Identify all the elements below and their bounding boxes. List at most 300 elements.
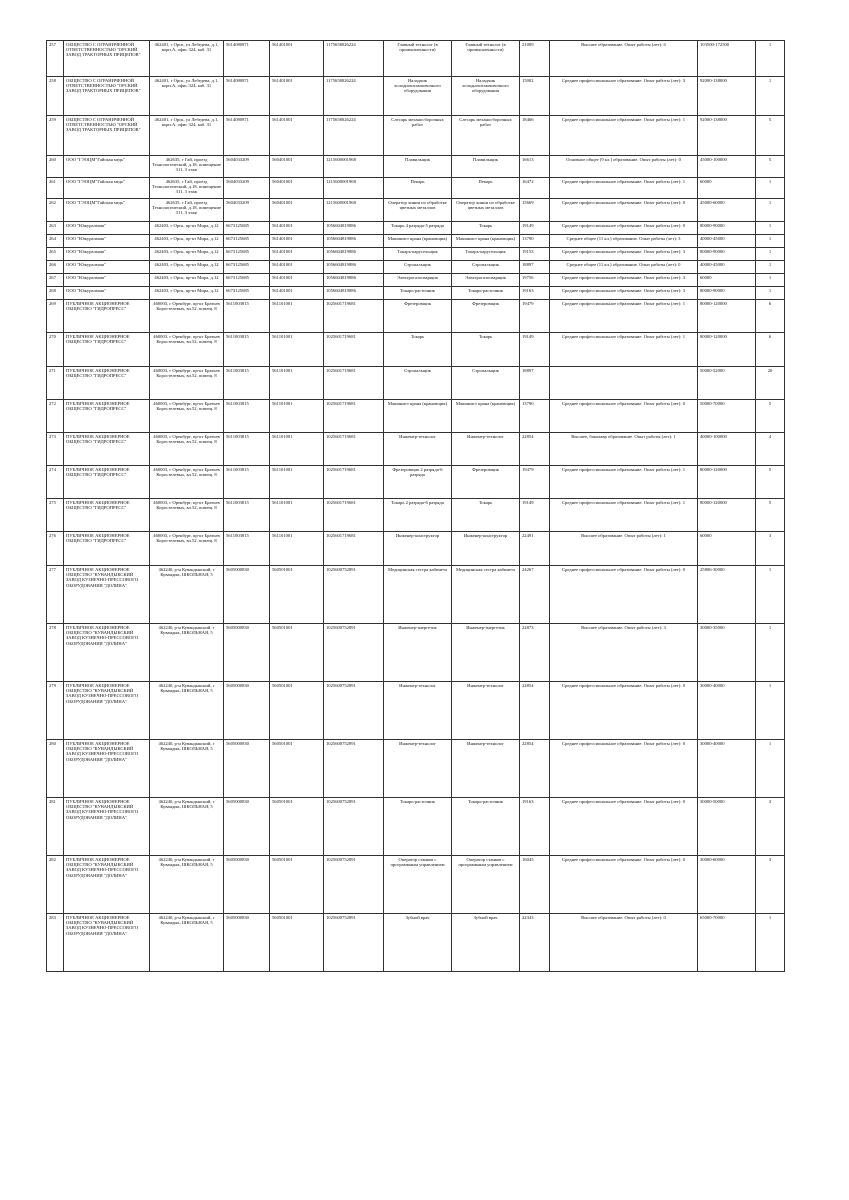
table-row	[47, 466, 785, 499]
employer-address: 462240, р-н Кувандыкский, г Кувандык, ШКОЛЬНАЯ, 5	[150, 856, 224, 914]
kpp-code: 560501001	[270, 856, 324, 914]
position-title: Инженер-энергетик	[384, 624, 452, 682]
table-row	[47, 261, 785, 274]
profession-title: Токарь	[452, 499, 520, 532]
profession-code: 22491	[520, 532, 550, 566]
employer-name: ПУБЛИЧНОЕ АКЦИОНЕРНОЕ ОБЩЕСТВО "ГИДРОПРЕСС"	[64, 499, 150, 532]
position-title: Оператор станков с программным управлением	[384, 856, 452, 914]
kpp-code: 561401001	[270, 222, 324, 235]
kpp-code: 561401001	[270, 248, 324, 261]
vacancy-count: 5	[756, 466, 785, 499]
ogrn-code: 1025600752891	[324, 566, 384, 624]
requirements: Среднее профессиональное образование. Опыт работы (лет): 3	[550, 77, 698, 116]
row-number: 262	[47, 199, 64, 222]
row-number: 268	[47, 287, 64, 300]
requirements: Среднее профессиональное образование. Опыт работы (лет): 1	[550, 499, 698, 532]
employer-name: ПУБЛИЧНОЕ АКЦИОНЕРНОЕ ОБЩЕСТВО "ГИДРОПРЕСС"	[64, 400, 150, 433]
vacancy-count: 1	[756, 235, 785, 248]
ogrn-code: 1025600752891	[324, 624, 384, 682]
profession-title: Пекарь	[452, 178, 520, 199]
kpp-code: 561401001	[270, 287, 324, 300]
position-title: Главный технолог (в промышленности)	[384, 41, 452, 77]
ogrn-code: 1056604819886	[324, 235, 384, 248]
position-title: Стропальщик	[384, 261, 452, 274]
kpp-code: 560501001	[270, 566, 324, 624]
salary-range: 25806-30000	[698, 566, 756, 624]
employer-address: 460003, г Оренбург, пр-кт Братьев Коростелевых, вл.52, помещ. 8	[150, 532, 224, 566]
vacancy-count: 1	[756, 222, 785, 235]
row-number: 282	[47, 856, 64, 914]
vacancy-count: 1	[756, 248, 785, 261]
requirements: Среднее профессиональное образование. Опыт работы (лет): 0	[550, 798, 698, 856]
table-row	[47, 287, 785, 300]
employer-name: ПУБЛИЧНОЕ АКЦИОНЕРНОЕ ОБЩЕСТВО "КУВАНДЫКСКИЙ ЗАВОД КУЗНЕЧНО-ПРЕССОВОГО ОБОРУДОВАНИЯ "ДОЛИНА"	[64, 566, 150, 624]
employer-address: 462401, г Орск, ул Лебедева, д.1, корп.А, офис 324, каб. 31	[150, 77, 224, 116]
employer-address: 462403, г Орск, пр-кт Мира, д.12	[150, 274, 224, 287]
employer-name: ОБЩЕСТВО С ОГРАНИЧЕННОЙ ОТВЕТСТВЕННОСТЬЮ "ОРСКИЙ ЗАВОД ТРАКТОРНЫХ ПРИЦЕПОВ"	[64, 116, 150, 156]
ogrn-code: 1025601719681	[324, 400, 384, 433]
profession-title: Токарь-карусельщик	[452, 248, 520, 261]
vacancy-count: 1	[756, 740, 785, 798]
inn-code: 5605000830	[224, 914, 270, 972]
profession-title: Токарь-расточник	[452, 287, 520, 300]
profession-title: Инженер-энергетик	[452, 624, 520, 682]
ogrn-code: 1025600752891	[324, 914, 384, 972]
salary-range: 65000-70000	[698, 914, 756, 972]
profession-title: Инженер-технолог	[452, 740, 520, 798]
profession-title: Токарь	[452, 222, 520, 235]
kpp-code: 560501001	[270, 798, 324, 856]
vacancy-count: 1	[756, 287, 785, 300]
kpp-code: 560401001	[270, 156, 324, 178]
profession-title: Стропальщик	[452, 367, 520, 400]
table-row	[47, 433, 785, 466]
inn-code: 5611003815	[224, 367, 270, 400]
table-row	[47, 740, 785, 798]
vacancy-count: 1	[756, 566, 785, 624]
kpp-code: 560501001	[270, 740, 324, 798]
employer-name: ПУБЛИЧНОЕ АКЦИОНЕРНОЕ ОБЩЕСТВО "КУВАНДЫКСКИЙ ЗАВОД КУЗНЕЧНО-ПРЕССОВОГО ОБОРУДОВАНИЯ "ДОЛИНА"	[64, 682, 150, 740]
table-row	[47, 235, 785, 248]
employer-address: 462240, р-н Кувандыкский, г Кувандык, ШКОЛЬНАЯ, 5	[150, 566, 224, 624]
ogrn-code: 1175658026224	[324, 116, 384, 156]
vacancies-table-body	[47, 41, 785, 972]
requirements: Среднее общее (11 кл.) образование. Опыт работы (лет): 3	[550, 235, 698, 248]
table-row	[47, 248, 785, 261]
profession-code: 16472	[520, 178, 550, 199]
row-number: 281	[47, 798, 64, 856]
vacancy-count: 1	[756, 914, 785, 972]
requirements: Среднее профессиональное образование. Опыт работы (лет): 1	[550, 333, 698, 367]
profession-title: Инженер-конструктор	[452, 532, 520, 566]
employer-address: 462240, р-н Кувандыкский, г Кувандык, ШКОЛЬНАЯ, 5	[150, 682, 224, 740]
requirements	[550, 367, 698, 400]
table-row	[47, 77, 785, 116]
employer-address: 462401, г Орск, ул Лебедева, д.1, корп.А, офис 324, каб. 31	[150, 41, 224, 77]
employer-address: 462240, р-н Кувандыкский, г Кувандык, ШКОЛЬНАЯ, 5	[150, 798, 224, 856]
position-title: Машинист крана (крановщик)	[384, 235, 452, 248]
kpp-code: 560401001	[270, 199, 324, 222]
requirements: Высшее образование. Опыт работы (лет): 3	[550, 624, 698, 682]
vacancy-count: 1	[756, 41, 785, 77]
kpp-code: 561101001	[270, 499, 324, 532]
position-title: Наладчик холодноштамповочного оборудования	[384, 77, 452, 116]
inn-code: 6673125685	[224, 235, 270, 248]
requirements: Основное общее (9 кл.) образование. Опыт работы (лет): 0	[550, 156, 698, 178]
employer-address: 462403, г Орск, пр-кт Мира, д.12	[150, 261, 224, 274]
salary-range: 92000-138000	[698, 116, 756, 156]
employer-address: 462403, г Орск, пр-кт Мира, д.12	[150, 248, 224, 261]
ogrn-code: 1025600752891	[324, 740, 384, 798]
position-title: Инженер-технолог	[384, 682, 452, 740]
salary-range: 80000-120000	[698, 466, 756, 499]
table-row	[47, 41, 785, 77]
employer-name: ПУБЛИЧНОЕ АКЦИОНЕРНОЕ ОБЩЕСТВО "КУВАНДЫКСКИЙ ЗАВОД КУЗНЕЧНО-ПРЕССОВОГО ОБОРУДОВАНИЯ "ДОЛИНА"	[64, 798, 150, 856]
profession-code: 19149	[520, 222, 550, 235]
requirements: Высшее образование. Опыт работы (лет): 0	[550, 914, 698, 972]
profession-title: Слесарь механосборочных работ	[452, 116, 520, 156]
kpp-code: 561101001	[270, 532, 324, 566]
table-row	[47, 274, 785, 287]
profession-code: 22854	[520, 740, 550, 798]
employer-address: 462240, р-н Кувандыкский, г Кувандык, ШКОЛЬНАЯ, 5	[150, 624, 224, 682]
salary-range: 60000	[698, 178, 756, 199]
profession-title: Фрезеровщик	[452, 466, 520, 499]
position-title: Оператор линии по обработке цветных металлов	[384, 199, 452, 222]
profession-title: Медицинская сестра кабинета	[452, 566, 520, 624]
employer-name: ПУБЛИЧНОЕ АКЦИОНЕРНОЕ ОБЩЕСТВО "КУВАНДЫКСКИЙ ЗАВОД КУЗНЕЧНО-ПРЕССОВОГО ОБОРУДОВАНИЯ "ДОЛИНА"	[64, 624, 150, 682]
salary-range: 60000	[698, 532, 756, 566]
salary-range: 50000-52000	[698, 367, 756, 400]
vacancy-count: 5	[756, 116, 785, 156]
position-title: Инженер-конструктор	[384, 532, 452, 566]
ogrn-code: 1056604819886	[324, 274, 384, 287]
employer-address: 460003, г Оренбург, пр-кт Братьев Коростелевых, вл.52, помещ. 8	[150, 466, 224, 499]
vacancy-count: 3	[756, 798, 785, 856]
kpp-code: 561401001	[270, 235, 324, 248]
employer-name: ООО "ГЭОЦМ"Гайская медь"	[64, 178, 150, 199]
ogrn-code: 1025601719681	[324, 333, 384, 367]
ogrn-code: 1025601719681	[324, 532, 384, 566]
table-row	[47, 532, 785, 566]
profession-code: 18466	[520, 116, 550, 156]
kpp-code: 561101001	[270, 333, 324, 367]
requirements: Среднее профессиональное образование. Опыт работы (лет): 1	[550, 116, 698, 156]
vacancy-count: 1	[756, 624, 785, 682]
vacancy-count: 1	[756, 274, 785, 287]
requirements: Среднее профессиональное образование. Опыт работы (лет): 0	[550, 566, 698, 624]
profession-code: 22854	[520, 682, 550, 740]
position-title: Зубной врач	[384, 914, 452, 972]
position-title: Инженер-технолог	[384, 740, 452, 798]
row-number: 265	[47, 248, 64, 261]
ogrn-code: 1056604819886	[324, 222, 384, 235]
inn-code: 5611003815	[224, 300, 270, 333]
inn-code: 5611003815	[224, 433, 270, 466]
vacancy-count: 20	[756, 367, 785, 400]
profession-code: 13790	[520, 400, 550, 433]
vacancy-count: 1	[756, 77, 785, 116]
ogrn-code: 1056604819886	[324, 261, 384, 274]
ogrn-code: 1025601719681	[324, 433, 384, 466]
position-title: Фрезеровщик	[384, 300, 452, 333]
ogrn-code: 1025601719681	[324, 367, 384, 400]
requirements: Среднее профессиональное образование. Опыт работы (лет): 0	[550, 740, 698, 798]
salary-range: 40000-45000	[698, 235, 756, 248]
inn-code: 5605000830	[224, 566, 270, 624]
profession-title: Оператор линии по обработке цветных металлов	[452, 199, 520, 222]
kpp-code: 561101001	[270, 367, 324, 400]
salary-range: 80000-90000	[698, 222, 756, 235]
row-number: 257	[47, 41, 64, 77]
row-number: 267	[47, 274, 64, 287]
employer-address: 462240, р-н Кувандыкский, г Кувандык, ШКОЛЬНАЯ, 5	[150, 914, 224, 972]
requirements: Среднее профессиональное образование. Опыт работы (лет): 1	[550, 300, 698, 333]
table-row	[47, 333, 785, 367]
profession-code: 18897	[520, 261, 550, 274]
ogrn-code: 1215600001968	[324, 178, 384, 199]
requirements: Среднее профессиональное образование. Опыт работы (лет): 3	[550, 274, 698, 287]
employer-name: ПУБЛИЧНОЕ АКЦИОНЕРНОЕ ОБЩЕСТВО "КУВАНДЫКСКИЙ ЗАВОД КУЗНЕЧНО-ПРЕССОВОГО ОБОРУДОВАНИЯ "ДОЛИНА"	[64, 914, 150, 972]
employer-name: ОБЩЕСТВО С ОГРАНИЧЕННОЙ ОТВЕТСТВЕННОСТЬЮ "ОРСКИЙ ЗАВОД ТРАКТОРНЫХ ПРИЦЕПОВ"	[64, 41, 150, 77]
vacancy-count: 3	[756, 532, 785, 566]
inn-code: 5611003815	[224, 466, 270, 499]
row-number: 261	[47, 178, 64, 199]
profession-title: Токарь	[452, 333, 520, 367]
requirements: Высшее, бакалавр образование. Опыт работы (лет): 1	[550, 433, 698, 466]
salary-range: 30000-40000	[698, 682, 756, 740]
vacancy-count: 4	[756, 433, 785, 466]
profession-code: 19479	[520, 300, 550, 333]
ogrn-code: 1215600001968	[324, 156, 384, 178]
employer-address: 462635, г Гай, проезд Технологический, д.18, помещение 311, 3 этаж	[150, 156, 224, 178]
profession-title: Оператор станков с программным управлением	[452, 856, 520, 914]
position-title: Пекарь	[384, 178, 452, 199]
employer-name: ООО "ГЭОЦМ"Гайская медь"	[64, 199, 150, 222]
salary-range: 80000-120000	[698, 499, 756, 532]
profession-code: 15669	[520, 199, 550, 222]
profession-code: 19756	[520, 274, 550, 287]
salary-range: 45000-100000	[698, 156, 756, 178]
requirements: Среднее профессиональное образование. Опыт работы (лет): 3	[550, 287, 698, 300]
requirements: Высшее образование. Опыт работы (лет): 6	[550, 41, 698, 77]
row-number: 277	[47, 566, 64, 624]
inn-code: 5604033209	[224, 178, 270, 199]
employer-address: 460003, г Оренбург, пр-кт Братьев Коростелевых, вл.52, помещ. 8	[150, 499, 224, 532]
vacancy-count: 1	[756, 682, 785, 740]
employer-address: 460003, г Оренбург, пр-кт Братьев Коростелевых, вл.52, помещ. 8	[150, 300, 224, 333]
inn-code: 5614080871	[224, 77, 270, 116]
position-title: Стропальщик	[384, 367, 452, 400]
inn-code: 6673125685	[224, 248, 270, 261]
row-number: 276	[47, 532, 64, 566]
employer-name: ПУБЛИЧНОЕ АКЦИОНЕРНОЕ ОБЩЕСТВО "КУВАНДЫКСКИЙ ЗАВОД КУЗНЕЧНО-ПРЕССОВОГО ОБОРУДОВАНИЯ "ДОЛИНА"	[64, 740, 150, 798]
requirements: Среднее профессиональное образование. Опыт работы (лет): 0	[550, 199, 698, 222]
salary-range: 30000-35000	[698, 624, 756, 682]
row-number: 272	[47, 400, 64, 433]
kpp-code: 561401001	[270, 41, 324, 77]
employer-name: ПУБЛИЧНОЕ АКЦИОНЕРНОЕ ОБЩЕСТВО "КУВАНДЫКСКИЙ ЗАВОД КУЗНЕЧНО-ПРЕССОВОГО ОБОРУДОВАНИЯ "ДОЛИНА"	[64, 856, 150, 914]
position-title: Машинист крана (крановщик)	[384, 400, 452, 433]
row-number: 273	[47, 433, 64, 466]
inn-code: 5611003815	[224, 400, 270, 433]
requirements: Среднее профессиональное образование. Опыт работы (лет): 1	[550, 466, 698, 499]
vacancy-count: 3	[756, 856, 785, 914]
kpp-code: 560401001	[270, 178, 324, 199]
employer-name: ПУБЛИЧНОЕ АКЦИОНЕРНОЕ ОБЩЕСТВО "ГИДРОПРЕСС"	[64, 367, 150, 400]
kpp-code: 560501001	[270, 624, 324, 682]
row-number: 260	[47, 156, 64, 178]
profession-title: Зубной врач	[452, 914, 520, 972]
position-title: Фрезеровщик 2 разряда-6 разряда	[384, 466, 452, 499]
profession-code: 21009	[520, 41, 550, 77]
vacancy-count: 5	[756, 400, 785, 433]
row-number: 264	[47, 235, 64, 248]
table-row	[47, 682, 785, 740]
requirements: Среднее профессиональное образование. Опыт работы (лет): 0	[550, 856, 698, 914]
profession-title: Электрогазосварщик	[452, 274, 520, 287]
position-title: Инженер-технолог	[384, 433, 452, 466]
profession-title: Плавильщик	[452, 156, 520, 178]
employer-address: 462403, г Орск, пр-кт Мира, д.12	[150, 222, 224, 235]
requirements: Среднее профессиональное образование. Опыт работы (лет): 1	[550, 178, 698, 199]
ogrn-code: 1056604819886	[324, 248, 384, 261]
kpp-code: 561101001	[270, 300, 324, 333]
table-row	[47, 156, 785, 178]
table-row	[47, 367, 785, 400]
profession-title: Машинист крана (крановщик)	[452, 235, 520, 248]
row-number: 271	[47, 367, 64, 400]
position-title: Токарь-расточник	[384, 287, 452, 300]
profession-code: 19163	[520, 798, 550, 856]
table-row	[47, 116, 785, 156]
profession-title: Машинист крана (крановщик)	[452, 400, 520, 433]
employer-name: ПУБЛИЧНОЕ АКЦИОНЕРНОЕ ОБЩЕСТВО "ГИДРОПРЕСС"	[64, 300, 150, 333]
requirements: Среднее профессиональное образование. Опыт работы (лет): 3	[550, 248, 698, 261]
salary-range: 30000-40000	[698, 740, 756, 798]
profession-title: Наладчик холодноштамповочного оборудования	[452, 77, 520, 116]
vacancy-count: 6	[756, 333, 785, 367]
employer-address: 462401, г Орск, ул Лебедева, д.1, корп.А, офис 324, каб. 31	[150, 116, 224, 156]
inn-code: 5611003815	[224, 499, 270, 532]
profession-code: 24267	[520, 566, 550, 624]
salary-range: 103500-172500	[698, 41, 756, 77]
employer-name: ПУБЛИЧНОЕ АКЦИОНЕРНОЕ ОБЩЕСТВО "ГИДРОПРЕСС"	[64, 466, 150, 499]
table-row	[47, 199, 785, 222]
employer-address: 462635, г Гай, проезд Технологический, д.18, помещение 311, 3 этаж	[150, 178, 224, 199]
vacancy-count: 6	[756, 300, 785, 333]
ogrn-code: 1025601719681	[324, 300, 384, 333]
table-row	[47, 300, 785, 333]
inn-code: 6673125685	[224, 287, 270, 300]
profession-code: 15002	[520, 77, 550, 116]
employer-name: ПУБЛИЧНОЕ АКЦИОНЕРНОЕ ОБЩЕСТВО "ГИДРОПРЕСС"	[64, 333, 150, 367]
kpp-code: 561401001	[270, 116, 324, 156]
employer-name: ООО "Южуралмаш"	[64, 261, 150, 274]
employer-name: ПУБЛИЧНОЕ АКЦИОНЕРНОЕ ОБЩЕСТВО "ГИДРОПРЕСС"	[64, 433, 150, 466]
ogrn-code: 1056604819886	[324, 287, 384, 300]
vacancies-table	[46, 40, 785, 972]
kpp-code: 560501001	[270, 914, 324, 972]
employer-name: ООО "Южуралмаш"	[64, 222, 150, 235]
table-row	[47, 566, 785, 624]
profession-code: 18897	[520, 367, 550, 400]
salary-range: 30000-60000	[698, 856, 756, 914]
inn-code: 5605000830	[224, 856, 270, 914]
vacancy-count: 5	[756, 499, 785, 532]
employer-name: ООО "Южуралмаш"	[64, 235, 150, 248]
kpp-code: 561401001	[270, 274, 324, 287]
vacancy-count: 1	[756, 261, 785, 274]
profession-code: 22873	[520, 624, 550, 682]
row-number: 259	[47, 116, 64, 156]
table-row	[47, 499, 785, 532]
table-row	[47, 178, 785, 199]
profession-title: Инженер-технолог	[452, 682, 520, 740]
row-number: 278	[47, 624, 64, 682]
salary-range: 40000-45000	[698, 261, 756, 274]
employer-name: ООО "Южуралмаш"	[64, 274, 150, 287]
ogrn-code: 1215600001968	[324, 199, 384, 222]
profession-code: 22343	[520, 914, 550, 972]
employer-address: 460003, г Оренбург, пр-кт Братьев Коростелевых, вл.52, помещ. 8	[150, 333, 224, 367]
table-row	[47, 914, 785, 972]
ogrn-code: 1175658026224	[324, 41, 384, 77]
inn-code: 6673125685	[224, 261, 270, 274]
row-number: 274	[47, 466, 64, 499]
kpp-code: 561401001	[270, 77, 324, 116]
profession-code: 19149	[520, 333, 550, 367]
employer-address: 462240, р-н Кувандыкский, г Кувандык, ШКОЛЬНАЯ, 5	[150, 740, 224, 798]
inn-code: 5614080871	[224, 116, 270, 156]
inn-code: 6673125685	[224, 222, 270, 235]
profession-code: 19153	[520, 248, 550, 261]
inn-code: 5614080871	[224, 41, 270, 77]
employer-name: ООО "Южуралмаш"	[64, 248, 150, 261]
row-number: 270	[47, 333, 64, 367]
salary-range: 80000-120000	[698, 300, 756, 333]
vacancy-count: 1	[756, 199, 785, 222]
row-number: 279	[47, 682, 64, 740]
inn-code: 5611003815	[224, 333, 270, 367]
ogrn-code: 1025601719681	[324, 466, 384, 499]
employer-address: 462635, г Гай, проезд Технологический, д.18, помещение 311, 3 этаж	[150, 199, 224, 222]
vacancy-count: 5	[756, 156, 785, 178]
table-row	[47, 624, 785, 682]
position-title: Слесарь механосборочных работ	[384, 116, 452, 156]
profession-code: 19479	[520, 466, 550, 499]
requirements: Среднее профессиональное образование. Опыт работы (лет): 0	[550, 682, 698, 740]
position-title: Токарь 4 разряда-5 разряда	[384, 222, 452, 235]
position-title: Плавильщик	[384, 156, 452, 178]
inn-code: 5605000830	[224, 798, 270, 856]
row-number: 280	[47, 740, 64, 798]
row-number: 269	[47, 300, 64, 333]
requirements: Среднее общее (11 кл.) образование. Опыт работы (лет): 0	[550, 261, 698, 274]
employer-address: 460003, г Оренбург, пр-кт Братьев Коростелевых, вл.52, помещ. 8	[150, 433, 224, 466]
employer-name: ООО "ГЭОЦМ"Гайская медь"	[64, 156, 150, 178]
ogrn-code: 1025600752891	[324, 856, 384, 914]
vacancy-count: 1	[756, 178, 785, 199]
inn-code: 5605000830	[224, 740, 270, 798]
row-number: 266	[47, 261, 64, 274]
profession-title: Главный технолог (в промышленности)	[452, 41, 520, 77]
employer-name: ОБЩЕСТВО С ОГРАНИЧЕННОЙ ОТВЕТСТВЕННОСТЬЮ "ОРСКИЙ ЗАВОД ТРАКТОРНЫХ ПРИЦЕПОВ"	[64, 77, 150, 116]
ogrn-code: 1025601719681	[324, 499, 384, 532]
position-title: Токарь-карусельщик	[384, 248, 452, 261]
salary-range: 30000-50000	[698, 798, 756, 856]
ogrn-code: 1175658026224	[324, 77, 384, 116]
